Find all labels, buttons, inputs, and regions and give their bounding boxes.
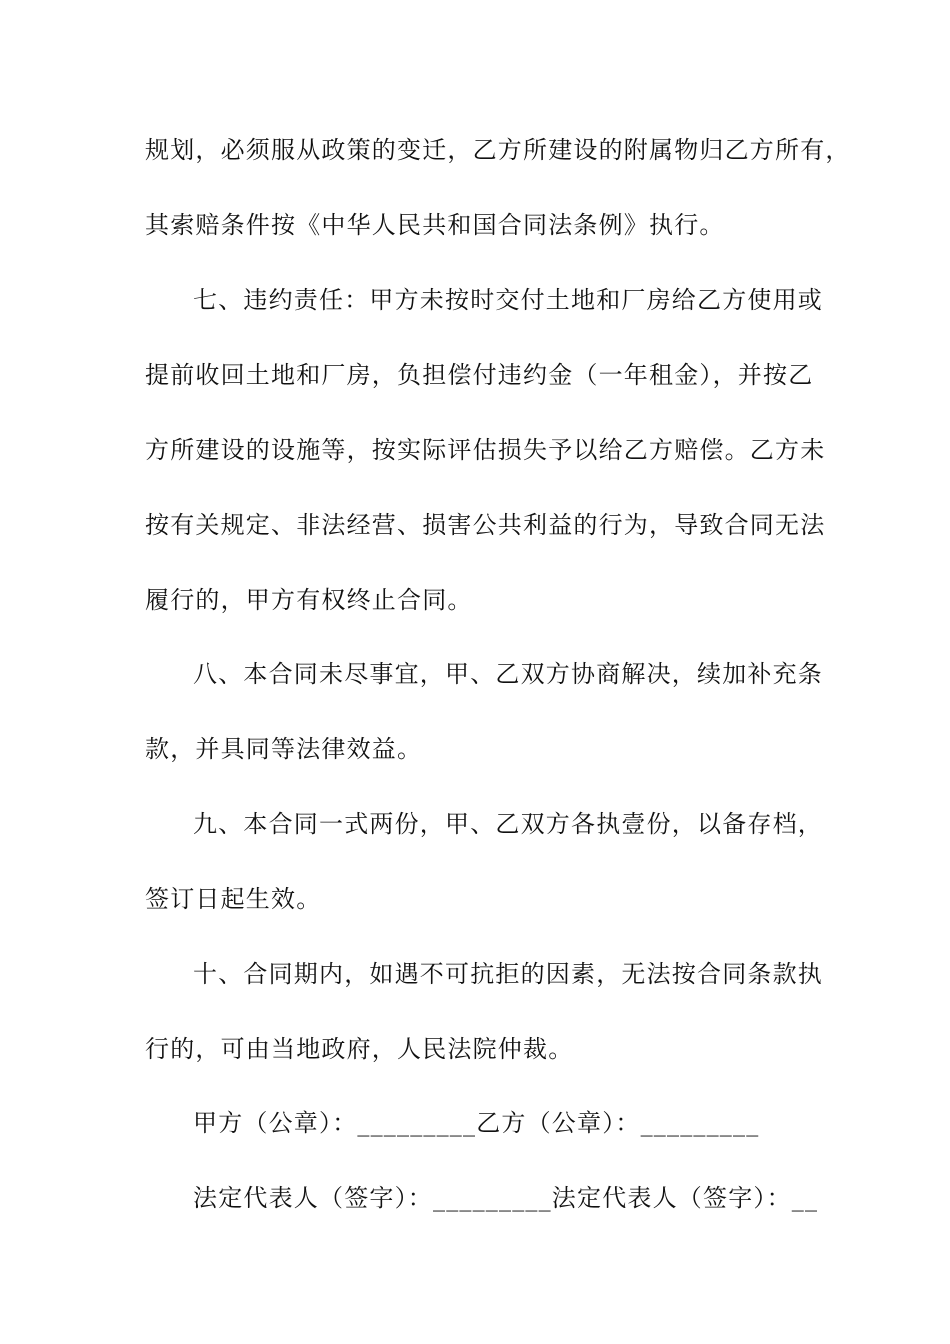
- clause-10-line-1: 十、合同期内，如遇不可抗拒的因素，无法按合同条款执: [193, 960, 823, 988]
- clause-7-line-2: 提前收回土地和厂房，负担偿付违约金（一年租金），并按乙: [145, 361, 814, 389]
- clause-8-line-2: 款，并具同等法律效益。: [145, 735, 423, 763]
- clause-7-line-4: 按有关规定、非法经营、损害公共利益的行为，导致合同无法: [145, 511, 826, 539]
- clause-7-line-1: 七、违约责任：甲方未按时交付土地和厂房给乙方使用或: [193, 286, 823, 314]
- clause-7-line-5: 履行的，甲方有权终止合同。: [145, 586, 473, 614]
- representative-signature-line: 法定代表人（签字）：_________法定代表人（签字）：__: [193, 1184, 819, 1212]
- clause-7-line-3: 方所建设的设施等，按实际评估损失予以给乙方赔偿。乙方未: [145, 436, 826, 464]
- clause-9-line-1: 九、本合同一式两份，甲、乙双方各执壹份，以备存档，: [193, 810, 823, 838]
- clause-10-line-2: 行的，可由当地政府，人民法院仲裁。: [145, 1035, 574, 1063]
- paragraph-6-line-2: 规划，必须服从政策的变迁，乙方所建设的附属物归乙方所有，: [145, 136, 851, 164]
- paragraph-6-line-3: 其索赔条件按《中华人民共和国合同法条例》执行。: [145, 211, 725, 239]
- clause-9-line-2: 签订日起生效。: [145, 885, 322, 913]
- party-seal-line: 甲方（公章）：_________乙方（公章）：_________: [193, 1109, 760, 1137]
- clause-8-line-1: 八、本合同未尽事宜，甲、乙双方协商解决，续加补充条: [193, 660, 823, 688]
